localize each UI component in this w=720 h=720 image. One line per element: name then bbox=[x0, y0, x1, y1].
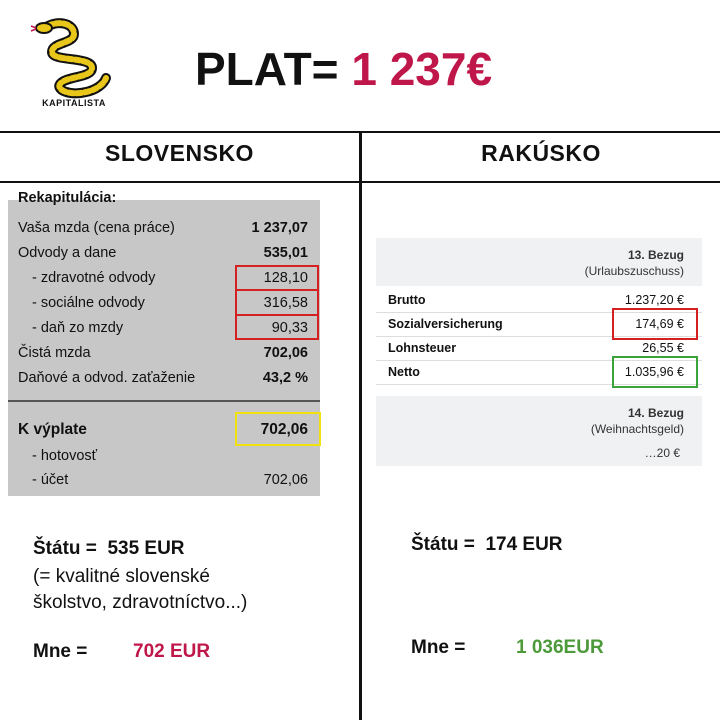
me-label-right: Mne = bbox=[411, 637, 466, 658]
highlight-box-red bbox=[235, 289, 319, 316]
payout-row: K výplate 702,06 bbox=[18, 421, 308, 438]
slovak-payslip bbox=[8, 190, 320, 496]
table-row: Brutto 1.237,20 € bbox=[376, 288, 702, 313]
bezug-subtitle: (Weihnachtsgeld) bbox=[590, 422, 684, 436]
bezug-panel-14 bbox=[376, 396, 702, 466]
payslip-row: Daňové a odvod. zaťaženie 43,2 % bbox=[18, 370, 308, 386]
payslip-row: - sociálne odvody 316,58 bbox=[32, 295, 308, 311]
highlight-box-red bbox=[235, 265, 319, 291]
payslip-row: Čistá mzda 702,06 bbox=[18, 345, 308, 361]
payslip-separator bbox=[8, 400, 320, 402]
payout-row: - účet 702,06 bbox=[32, 472, 308, 488]
austrian-payslip bbox=[374, 238, 704, 458]
me-value-left: 702 EUR bbox=[133, 641, 211, 662]
table-row: Sozialversicherung 174,69 € bbox=[376, 312, 702, 337]
page-title bbox=[195, 42, 492, 96]
column-heading-slovensko: SLOVENSKO bbox=[105, 140, 254, 166]
title-prefix: PLAT= bbox=[195, 43, 339, 95]
bezug-panel-13 bbox=[376, 238, 702, 286]
bezug-subtitle: (Urlaubszuschuss) bbox=[584, 264, 684, 278]
payslip-row: - zdravotné odvody 128,10 bbox=[32, 270, 308, 286]
payslip-row: Vaša mzda (cena práce) 1 237,07 bbox=[18, 220, 308, 236]
logo-text: KAPITALISTA bbox=[42, 98, 106, 108]
highlight-box-green bbox=[612, 356, 698, 388]
column-heading-rakusko: RAKÚSKO bbox=[481, 140, 601, 166]
title-amount: 1 237€ bbox=[351, 43, 493, 95]
highlight-box-red bbox=[612, 308, 698, 340]
me-value-right: 1 036EUR bbox=[516, 637, 604, 658]
bezug-title: 13. Bezug bbox=[627, 248, 684, 262]
note-line-2: školstvo, zdravotníctvo...) bbox=[33, 592, 248, 613]
table-row: Lohnsteuer 26,55 € bbox=[376, 336, 702, 361]
bezug-partial-value: …20 € bbox=[644, 446, 680, 460]
highlight-box-yellow bbox=[235, 412, 321, 446]
divider-center bbox=[359, 132, 362, 720]
payslip-row: - daň zo mzdy 90,33 bbox=[32, 320, 308, 336]
table-row: Netto 1.035,96 € bbox=[376, 360, 702, 385]
bezug-title: 14. Bezug bbox=[627, 406, 684, 420]
highlight-box-red bbox=[235, 314, 319, 340]
me-label-left: Mne = bbox=[33, 641, 88, 662]
note-line-1: (= kvalitné slovenské bbox=[33, 566, 210, 587]
state-summary-left: Štátu = 535 EUR bbox=[33, 538, 185, 559]
payout-row: - hotovosť bbox=[32, 448, 98, 464]
payslip-header-row: Rekapitulácia: bbox=[18, 190, 117, 206]
state-summary-right: Štátu = 174 EUR bbox=[411, 534, 563, 555]
payslip-row: Odvody a dane 535,01 bbox=[18, 245, 308, 261]
